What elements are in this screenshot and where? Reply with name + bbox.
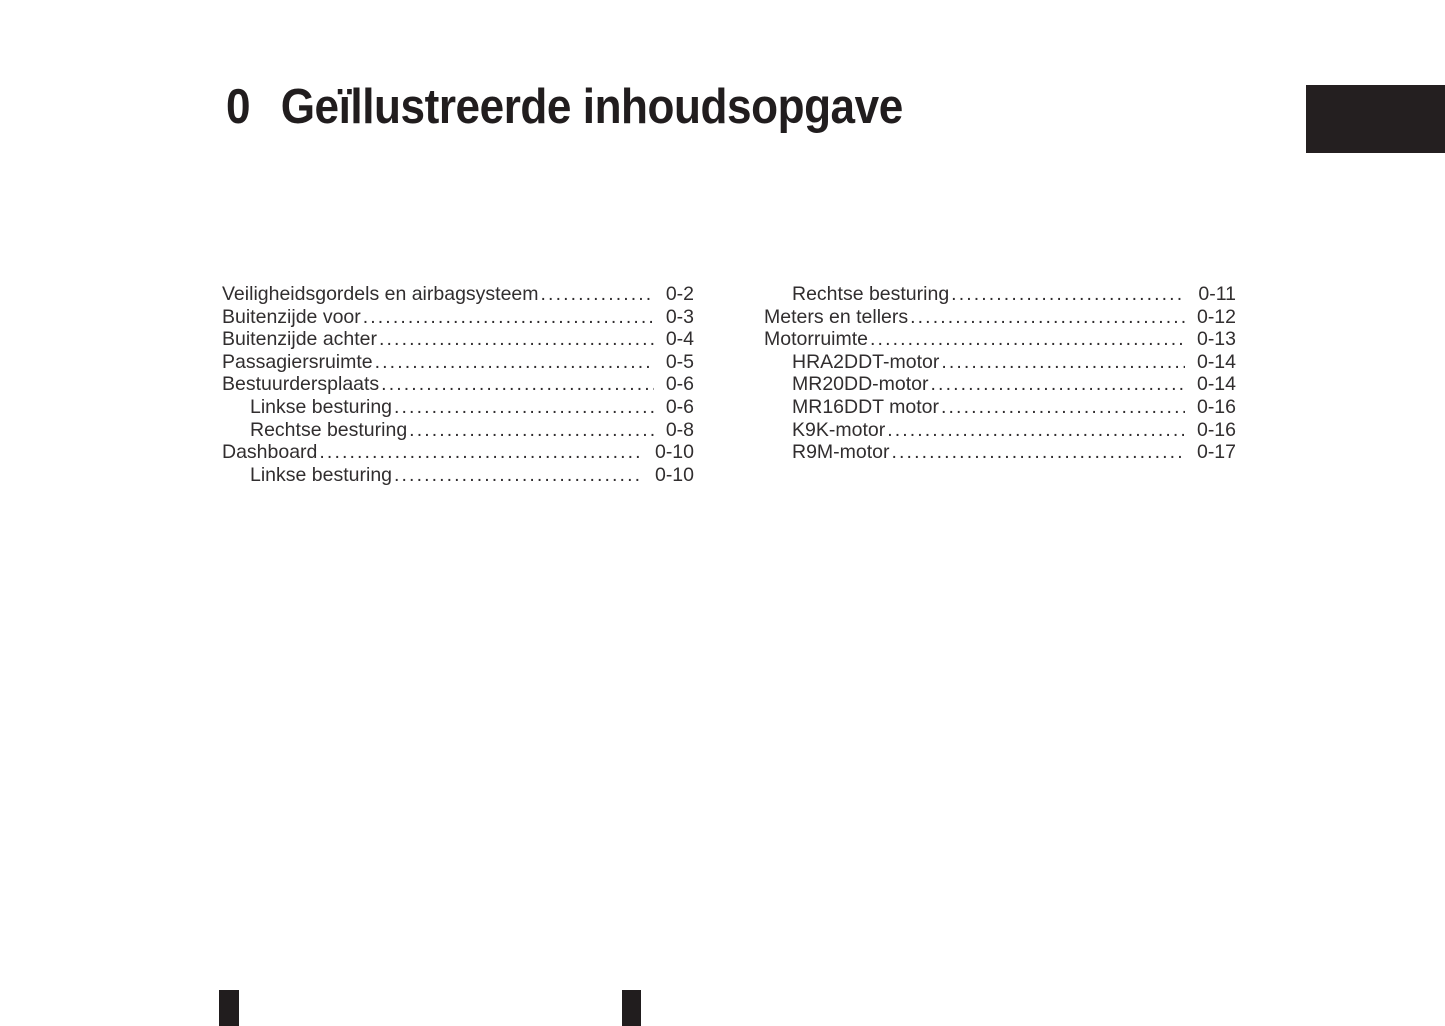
toc-entry-label: Passagiersruimte [222,350,373,373]
toc-entry [222,464,694,487]
toc-entry-label: Linkse besturing [250,395,393,418]
toc-entry [764,351,1236,374]
dot-leader [373,351,654,374]
print-registration-mark [219,990,239,1026]
dot-leader [939,396,1185,419]
toc-entry-label: Rechtse besturing [250,418,408,441]
chapter-number: 0 [226,80,251,134]
dot-leader [361,306,654,329]
dot-leader [317,441,643,464]
toc-entry [222,419,694,442]
dot-leader [929,373,1185,396]
toc-entry [222,441,694,464]
toc-entry [764,441,1236,464]
toc-entry-label: R9M-motor [792,441,890,464]
toc-entry-label: Motorruimte [764,328,869,351]
toc-entry [222,283,694,306]
toc-entry-page: 0-12 [1196,305,1236,328]
toc-entry-label: MR16DDT motor [792,395,940,418]
toc-entry-page: 0-5 [665,350,694,373]
toc-entry-page: 0-14 [1196,373,1236,396]
dot-leader [379,373,654,396]
toc-entry [764,328,1236,351]
toc-entry-page: 0-13 [1196,328,1236,351]
dot-leader [377,328,654,351]
toc-entry-page: 0-16 [1196,418,1236,441]
dot-leader [407,419,654,442]
toc-entry [764,396,1236,419]
toc-entry-label: Veiligheidsgordels en airbagsysteem [222,283,539,305]
toc-entry-page: 0-6 [665,395,694,418]
dot-leader [392,464,643,487]
toc-entry-page: 0-2 [665,283,694,305]
toc-entry [222,328,694,351]
toc-entry-label: Buitenzijde voor [222,305,361,328]
toc-column-right [764,283,1236,486]
dot-leader [885,419,1185,442]
toc-entry [222,306,694,329]
toc-entry-label: Meters en tellers [764,305,909,328]
toc-entry-label: MR20DD-motor [792,373,929,396]
toc-column-left [222,283,694,486]
chapter-tab-marker [1306,85,1445,153]
toc-entry-page: 0-16 [1196,395,1236,418]
table-of-contents [222,283,1236,486]
toc-entry-page: 0-3 [665,305,694,328]
dot-leader [939,351,1185,374]
toc-entry-label: Dashboard [222,441,318,464]
toc-entry-label: Bestuurdersplaats [222,373,380,396]
toc-entry-page: 0-8 [665,418,694,441]
toc-entry [764,419,1236,442]
page-title [226,80,903,134]
dot-leader [949,283,1186,306]
dot-leader [890,441,1185,464]
toc-entry-page: 0-14 [1196,350,1236,373]
chapter-title-text: Geïllustreerde inhoudsopgave [280,80,903,134]
toc-entry-label: Buitenzijde achter [222,328,378,351]
toc-entry [222,351,694,374]
toc-entry [222,396,694,419]
toc-entry [764,373,1236,396]
toc-entry-label: Rechtse besturing [792,283,950,305]
toc-entry [764,283,1236,306]
toc-entry-page: 0-10 [654,441,694,464]
toc-entry-page: 0-11 [1198,283,1236,305]
toc-entry-page: 0-6 [665,373,694,396]
print-registration-mark [622,990,641,1026]
toc-entry [222,373,694,396]
toc-entry-page: 0-4 [665,328,694,351]
dot-leader [392,396,654,419]
toc-entry-label: HRA2DDT-motor [792,350,940,373]
toc-entry-page: 0-10 [654,463,694,486]
toc-entry [764,306,1236,329]
toc-entry-label: K9K-motor [792,418,886,441]
dot-leader [539,283,654,306]
dot-leader [868,328,1185,351]
toc-entry-label: Linkse besturing [250,463,393,486]
dot-leader [908,306,1185,329]
toc-entry-page: 0-17 [1196,441,1236,464]
